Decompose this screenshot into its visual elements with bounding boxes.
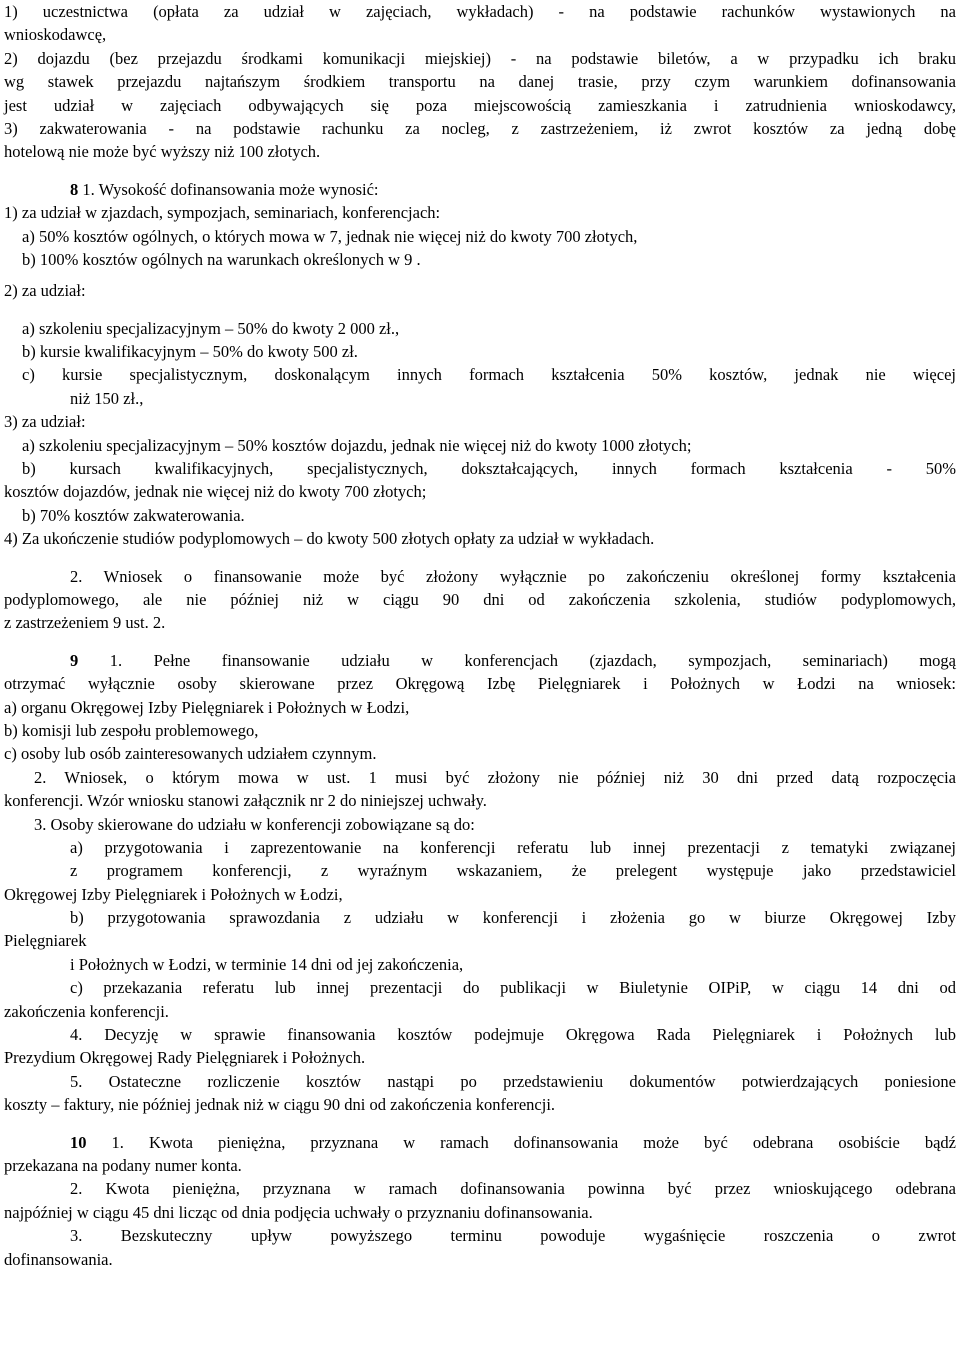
spacer [4, 635, 956, 649]
text-line: Pielęgniarek [4, 931, 87, 951]
text-line: otrzymać wyłącznie osoby skierowane przez Okręgową Izbę Pielęgniarek i Położnych w Łodzi na wniosek: [4, 674, 956, 694]
list-item: b) kursie kwalifikacyjnym – 50% do kwoty 500 zł. [22, 342, 358, 362]
text-line: 2. Wniosek, o którym mowa w ust. 1 musi być złożony nie później niż 30 dni przed datą rozpoczęcia [34, 767, 956, 787]
text-line: 3. Osoby skierowane do udziału w konferencji zobowiązane są do: [34, 814, 475, 834]
section-text: 1. Wysokość dofinansowania może wynosić: [78, 179, 379, 199]
text-line: Prezydium Okręgowej Rady Pielęgniarek i Położnych. [4, 1048, 366, 1068]
text-line: podyplomowego, ale nie później niż w ciągu 90 dni od zakończenia szkolenia, studiów podyplomowych, [4, 589, 956, 609]
text-line: 2. Wniosek o finansowanie może być złożony wyłącznie po zakończeniu określonej formy kształcenia [70, 566, 956, 586]
text-line: 5. Ostateczne rozliczenie kosztów nastąpi po przedstawieniu dokumentów potwierdzających poniesione [70, 1071, 956, 1091]
list-item: a) szkoleniu specjalizacyjnym – 50% kosztów dojazdu, jednak nie więcej niż do kwoty 1000 złotych; [22, 435, 692, 455]
text-line: 4. Decyzję w sprawie finansowania kosztów podejmuje Okręgowa Rada Pielęgniarek i Położnych lub [70, 1025, 956, 1045]
text-line: hotelową nie może być wyższy niż 100 złotych. [4, 142, 321, 162]
text-line: 4) Za ukończenie studiów podyplomowych – do kwoty 500 złotych opłaty za udział w wykładach. [4, 529, 655, 549]
text-line: koszty – faktury, nie później jednak niż w ciągu 90 dni od zakończenia konferencji. [4, 1095, 556, 1115]
text-line: 3. Bezskuteczny upływ powyższego terminu powoduje wygaśnięcie roszczenia o zwrot [70, 1226, 956, 1246]
section-text: 1. Pełne finansowanie udziału w konferencjach (zjazdach, sympozjach, seminariach) mogą [78, 650, 956, 670]
section-10-heading [4, 1131, 956, 1154]
text-line: i Położnych w Łodzi, w terminie 14 dni od jej zakończenia, [70, 954, 464, 974]
text-line: najpóźniej w ciągu 45 dni licząc od dnia podjęcia uchwały o przyznaniu dofinansowania. [4, 1202, 593, 1222]
text-line: z programem konferencji, z wyraźnym wskazaniem, że prelegent występuje jako przedstawiciel [70, 861, 956, 881]
section-9-heading [4, 649, 956, 672]
text-line: 2. Kwota pieniężna, przyznana w ramach dofinansowania powinna być przez wnioskującego odebrana [70, 1179, 956, 1199]
text-line: b) 100% kosztów ogólnych na warunkach określonych w 9 . [22, 249, 421, 269]
spacer [4, 303, 956, 317]
list-item: a) szkoleniu specjalizacyjnym – 50% do kwoty 2 000 zł., [22, 318, 400, 338]
text-line: z zastrzeżeniem 9 ust. 2. [4, 613, 166, 633]
text-line: 3) za udział: [4, 412, 86, 432]
section-text: 1. Kwota pieniężna, przyznana w ramach dofinansowania może być odebrana osobiście bądź [86, 1132, 956, 1152]
text-line: a) przygotowania i zaprezentowanie na konferencji referatu lub innej prezentacji z tematyki związanej [70, 837, 956, 857]
spacer [4, 164, 956, 178]
list-item: b) kursach kwalifikacyjnych, specjalistycznych, dokształcających, innych formach kształcenia - 50% [22, 459, 956, 479]
section-number: 10 [70, 1132, 87, 1152]
section-number: 9 [70, 650, 79, 670]
text-line: zakończenia konferencji. [4, 1001, 169, 1021]
text-line: wnioskodawcę, [4, 25, 107, 45]
text-line: Okręgowej Izby Pielęgniarek i Położnych w Łodzi, [4, 884, 343, 904]
list-item: kosztów dojazdów, jednak nie więcej niż do kwoty 700 złotych; [4, 482, 427, 502]
spacer [4, 551, 956, 565]
text-line: przekazana na podany numer konta. [4, 1155, 242, 1175]
section-8-heading [4, 178, 956, 201]
list-item: b) komisji lub zespołu problemowego, [4, 720, 259, 740]
list-item: niż 150 zł., [70, 388, 144, 408]
list-item: c) kursie specjalistycznym, doskonalącym innych formach kształcenia 50% kosztów, jednak nie więcej [22, 365, 956, 385]
text-line: konferencji. Wzór wniosku stanowi załącznik nr 2 do niniejszej uchwały. [4, 791, 487, 811]
list-item: b) 70% kosztów zakwaterowania. [22, 505, 245, 525]
text-line: 2) dojazdu (bez przejazdu środkami komunikacji miejskiej) - na podstawie biletów, a w przypadku ich braku [4, 48, 956, 68]
text-line: a) 50% kosztów ogólnych, o których mowa w 7, jednak nie więcej niż do kwoty 700 złotych, [22, 226, 638, 246]
text-line: dofinansowania. [4, 1249, 113, 1269]
list-item: c) osoby lub osób zainteresowanych udziałem czynnym. [4, 744, 377, 764]
text-line: b) przygotowania sprawozdania z udziału w konferencji i złożenia go w biurze Okręgowej Izby [70, 908, 956, 928]
text-line: c) przekazania referatu lub innej prezentacji do publikacji w Biuletynie OIPiP, w ciągu 14 dni od [70, 978, 956, 998]
spacer [4, 271, 956, 279]
text-line: wg stawek przejazdu najtańszym środkiem transportu na danej trasie, przy czym warunkiem dofinansowania [4, 72, 956, 92]
text-line: 1) za udział w zjazdach, sympozjach, seminariach, konferencjach: [4, 203, 441, 223]
list-item: a) organu Okręgowej Izby Pielęgniarek i Położnych w Łodzi, [4, 697, 410, 717]
text-line: jest udział w zajęciach odbywających się poza miejscowością zamieszkania i zatrudnienia wnioskodawcy, [4, 95, 956, 115]
text-line: 3) zakwaterowania - na podstawie rachunku za nocleg, z zastrzeżeniem, iż zwrot kosztów za jedną dobę [4, 118, 956, 138]
spacer [4, 1117, 956, 1131]
text-line: 2) za udział: [4, 281, 86, 301]
text-line: 1) uczestnictwa (opłata za udział w zajęciach, wykładach) - na podstawie rachunków wystawionych na [4, 2, 956, 21]
section-number: 8 [70, 179, 79, 199]
